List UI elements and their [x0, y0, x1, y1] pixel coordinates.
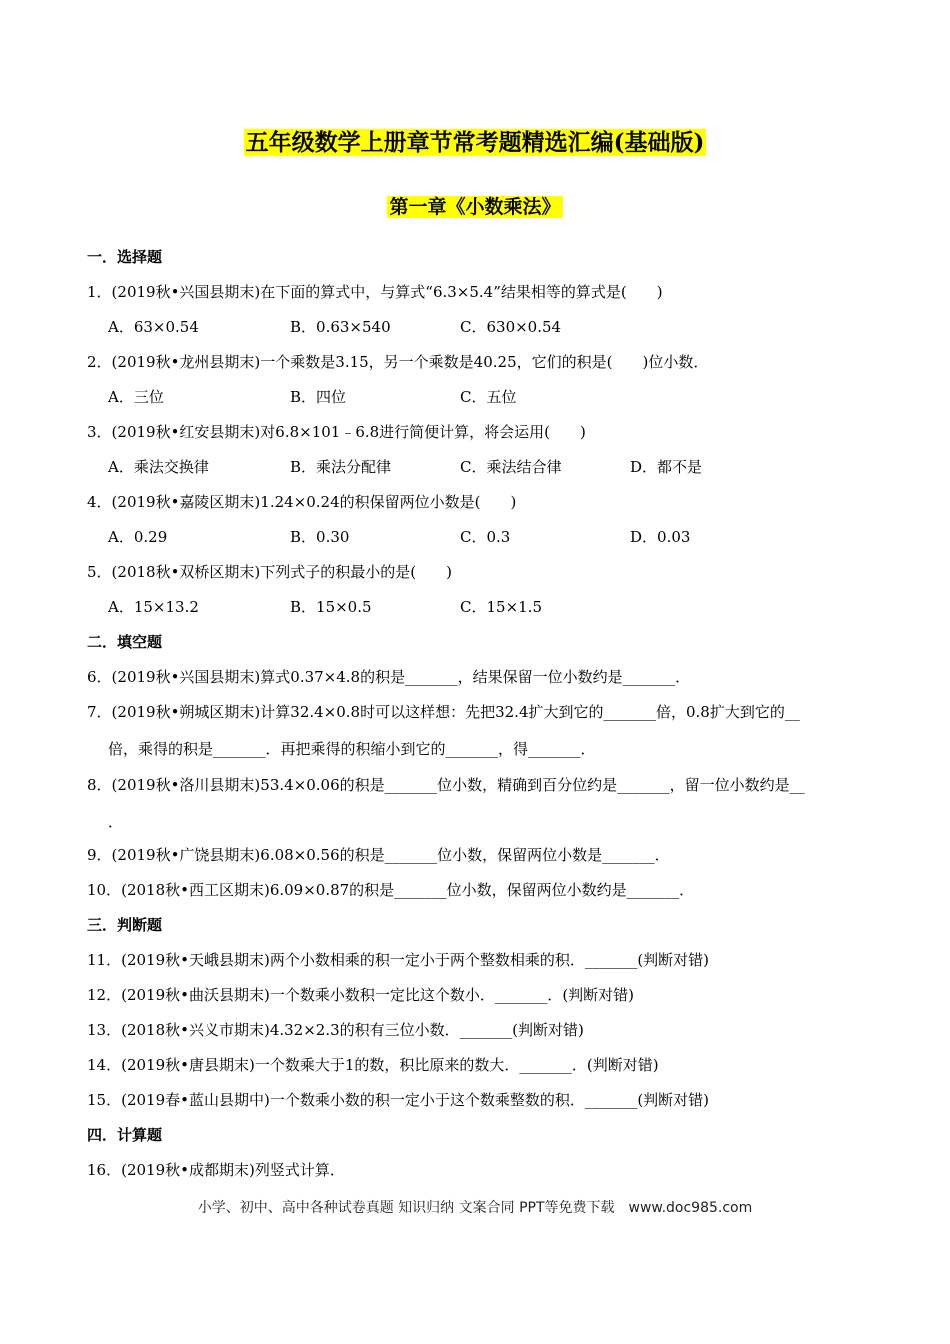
section-heading-calc: 四．计算题 — [87, 1126, 163, 1144]
question-15: 15．(2019春•蓝山县期中)一个数乘小数的积一定小于这个数乘整数的积．_______(判断对错) — [87, 1091, 710, 1109]
question-8-line1: 8．(2019秋•洛川县期末)53.4×0.06的积是_______位小数，精确到百分位约是_______，留一位小数约是__ — [87, 776, 805, 794]
question-5: 5．(2018秋•双桥区期末)下列式子的积最小的是( ) — [87, 563, 452, 581]
section-heading-choice: 一．选择题 — [87, 248, 163, 266]
chapter-title-text: 第一章《小数乘法》 — [389, 196, 561, 218]
option-1b: B．0.63×540 — [290, 318, 391, 336]
page-footer: 小学、初中、高中各种试卷真题 知识归纳 文案合同 PPT等免费下载 www.doc985.com — [197, 1200, 753, 1216]
option-4b: B．0.30 — [290, 528, 350, 546]
question-7-line2: 倍，乘得的积是_______．再把乘得的积缩小到它的_______，得_______． — [108, 740, 596, 758]
question-1: 1．(2019秋•兴国县期末)在下面的算式中，与算式“6.3×5.4”结果相等的算式是( ) — [87, 283, 663, 301]
option-1a: A．63×0.54 — [108, 318, 199, 336]
option-4d: D．0.03 — [630, 528, 691, 546]
option-2b: B．四位 — [290, 388, 347, 406]
question-11: 11．(2019秋•天峨县期末)两个小数相乘的积一定小于两个整数相乘的积．_______(判断对错) — [87, 951, 710, 969]
question-4: 4．(2019秋•嘉陵区期末)1.24×0.24的积保留两位小数是( ) — [87, 493, 517, 511]
option-5a: A．15×13.2 — [108, 598, 199, 616]
option-4c: C．0.3 — [460, 528, 511, 546]
option-3d: D．都不是 — [630, 458, 703, 476]
question-7-line1: 7．(2019秋•朔城区期末)计算32.4×0.8时可以这样想：先把32.4扩大到它的_______倍，0.8扩大到它的__ — [87, 703, 800, 721]
option-2a: A．三位 — [108, 388, 164, 406]
option-3c: C．乘法结合律 — [460, 458, 562, 476]
option-2c: C．五位 — [460, 388, 517, 406]
question-14: 14．(2019秋•唐县期末)一个数乘大于1的数，积比原来的数大．_______．(判断对错) — [87, 1056, 659, 1074]
option-1c: C．630×0.54 — [460, 318, 562, 336]
question-9: 9．(2019秋•广饶县期末)6.08×0.56的积是_______位小数，保留两位小数是_______． — [87, 846, 670, 864]
chapter-title — [0, 194, 950, 220]
option-4a: A．0.29 — [108, 528, 168, 546]
section-heading-judge: 三．判断题 — [87, 916, 163, 934]
option-5b: B．15×0.5 — [290, 598, 372, 616]
question-6: 6．(2019秋•兴国县期末)算式0.37×4.8的积是_______，结果保留一位小数约是_______． — [87, 668, 691, 686]
question-13: 13．(2018秋•兴义市期末)4.32×2.3的积有三位小数．_______(判断对错) — [87, 1021, 584, 1039]
question-3: 3．(2019秋•红安县期末)对6.8×101﹣6.8进行简便计算，将会运用( ) — [87, 423, 586, 441]
question-16: 16．(2019秋•成都期末)列竖式计算． — [87, 1161, 345, 1179]
question-2: 2．(2019秋•龙州县期末)一个乘数是3.15，另一个乘数是40.25，它们的积是( )位小数． — [87, 353, 709, 371]
option-5c: C．15×1.5 — [460, 598, 542, 616]
question-12: 12．(2019秋•曲沃县期末)一个数乘小数积一定比这个数小．_______．(判断对错) — [87, 986, 635, 1004]
option-3b: B．乘法分配律 — [290, 458, 392, 476]
section-heading-fill: 二．填空题 — [87, 633, 163, 651]
page-title — [0, 127, 950, 159]
option-3a: A．乘法交换律 — [108, 458, 209, 476]
question-8-line2: ． — [108, 813, 124, 831]
title-text: 五年级数学上册章节常考题精选汇编(基础版) — [245, 129, 705, 156]
question-10: 10．(2018秋•西工区期末)6.09×0.87的积是_______位小数，保留两位小数约是_______． — [87, 881, 695, 899]
